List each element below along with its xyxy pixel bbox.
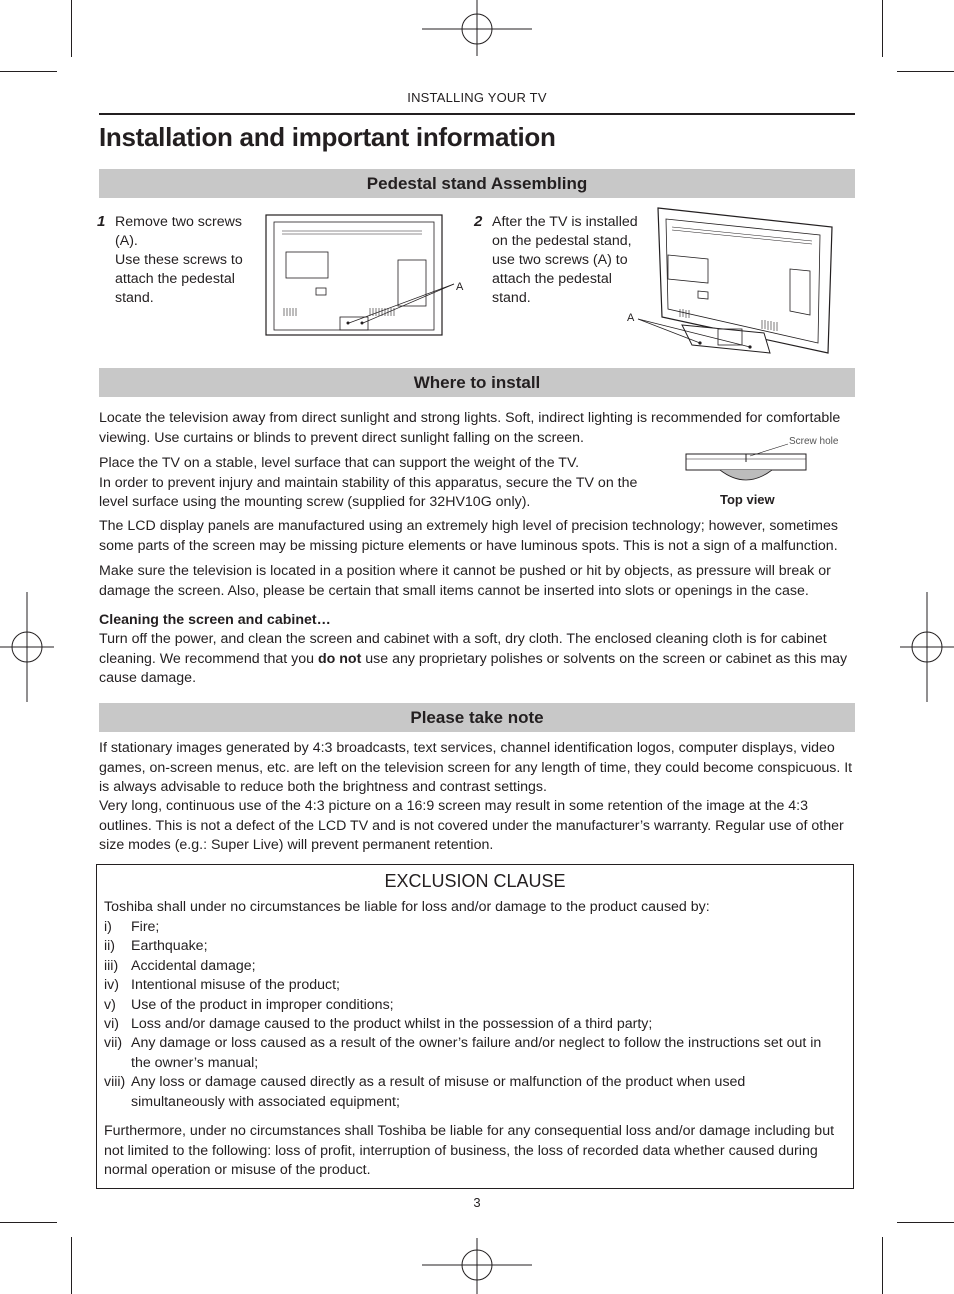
exclusion-item-text: Intentional misuse of the product; [131,977,340,993]
section-heading-note: Please take note [99,703,855,732]
exclusion-item-text: Any loss or damage caused directly as a result of misuse or malfunction of the product when used simultaneously with associated equipment; [131,1074,746,1110]
exclusion-item-number: ii) [104,938,116,954]
tv-on-stand-illustration [622,205,836,358]
page-number: 3 [473,1195,481,1210]
callout-a-label: A [627,312,635,324]
callout-a-label: A [456,281,464,293]
section-heading-pedestal: Pedestal stand Assembling [99,169,855,198]
do-not-emphasis: do not [317,650,362,667]
header-rule [99,113,855,115]
top-view-label: Top view [720,492,775,507]
exclusion-item-text: Any damage or loss caused as a result of the owner’s failure and/or neglect to follow the instructions set out in the owner’s manual; [131,1035,822,1071]
note-paragraph-1: If stationary images generated by 4:3 broadcasts, text services, channel identification logos, computer displays, video games, on-screen menus, etc. are left on the television screen for any length of time, they could become conspicuous. It is always advisable to reduce both the brightness and contrast settings. [99,740,853,795]
exclusion-item-number: i) [104,919,112,935]
screw-hole-label: Screw hole [789,436,839,447]
exclusion-item-number: vii) [104,1035,123,1051]
exclusion-item-number: v) [104,997,116,1013]
exclusion-item-number: vi) [104,1016,119,1032]
where-paragraph-4: Make sure the television is located in a position where it cannot be pushed or hit by objects, as pressure will break or damage the screen. Also, please be certain that small items cannot be inserted into slots or openings in the case. [99,563,831,599]
cleaning-paragraph: Turn off the power, and clean the screen and cabinet with a soft, dry cloth. The enclosed cleaning cloth is for cabinet cleaning. We recommend that you do not use any proprietary polishes or solvents on the screen or cabinet as this may cause damage. [99,631,848,686]
step-2-number: 2 [474,213,483,230]
page-title: Installation and important information [99,122,556,152]
running-header: INSTALLING YOUR TV [407,90,547,105]
top-view-illustration [680,430,850,512]
exclusion-clause-box [96,864,854,1189]
exclusion-item-text: Fire; [131,919,160,935]
exclusion-item-text: Earthquake; [131,938,208,954]
exclusion-intro: Toshiba shall under no circumstances be liable for loss and/or damage to the product caused by: [104,899,710,915]
section-heading-where: Where to install [99,368,855,397]
exclusion-item-number: viii) [104,1074,126,1090]
tv-rear-illustration [262,212,472,337]
exclusion-item-text: Loss and/or damage caused to the product whilst in the possession of a third party; [131,1016,653,1032]
cleaning-heading: Cleaning the screen and cabinet… [99,612,331,628]
exclusion-title: EXCLUSION CLAUSE [384,871,566,891]
step-2-text: After the TV is installed on the pedestal stand, use two screws (A) to attach the pedestal stand. [492,214,638,306]
where-paragraph-2: Place the TV on a stable, level surface that can support the weight of the TV. In order to prevent injury and maintain stability of this apparatus, secure the TV on the level surface using the mounting screw (supplied for 32HV10G only). [99,455,638,510]
exclusion-item-number: iv) [104,977,119,993]
exclusion-footer: Furthermore, under no circumstances shall Toshiba be liable for any consequential loss and/or damage including but not limited to the following: loss of profit, interruption of business, the loss of recorded data whether caused during normal operation or misuse of the product. [104,1123,835,1178]
step-1-text: Remove two screws (A). Use these screws to attach the pedestal stand. [115,214,243,306]
exclusion-item-text: Use of the product in improper conditions; [131,997,394,1013]
exclusion-item-text: Accidental damage; [131,958,256,974]
step-1-number: 1 [97,213,106,230]
where-paragraph-3: The LCD display panels are manufactured using an extremely high level of precision technology; however, sometimes some parts of the screen may be missing picture elements or have luminous spots. This is not a sign of a malfunction. [99,518,838,554]
exclusion-item-number: iii) [104,958,119,974]
note-paragraph-2: Very long, continuous use of the 4:3 picture on a 16:9 screen may result in some retention of the image at the 4:3 outlines. This is not a defect of the LCD TV and is not covered under the manufacturer’s warranty. Regular use of other size modes (e.g.: Super Live) will prevent permanent retention. [99,798,844,853]
where-paragraph-1: Locate the television away from direct sunlight and strong lights. Soft, indirect lighting is recommended for comfortable viewing. Use curtains or blinds to prevent direct sunlight falling on the screen. [99,410,841,446]
